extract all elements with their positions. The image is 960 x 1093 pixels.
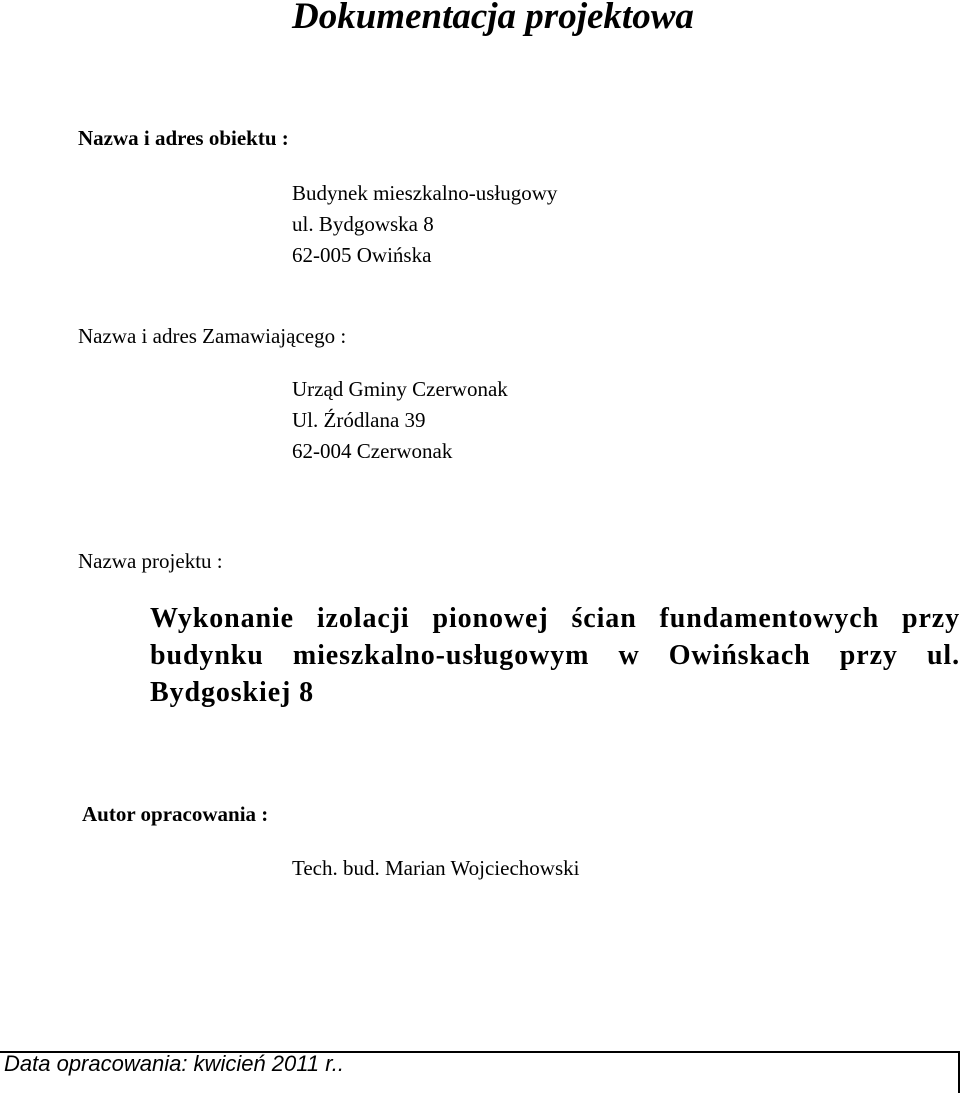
object-street-line: ul. Bydgowska 8	[292, 212, 434, 236]
client-street-line: Ul. Źródlana 39	[292, 408, 426, 432]
project-section-label: Nazwa projektu :	[78, 549, 223, 573]
object-name-line: Budynek mieszkalno-usługowy	[292, 181, 558, 205]
client-city-line: 62-004 Czerwonak	[292, 439, 453, 463]
client-section-label: Nazwa i adres Zamawiającego :	[78, 324, 347, 348]
document-title: Dokumentacja projektowa	[292, 0, 694, 37]
client-address	[292, 374, 508, 467]
author-section-label: Autor opracowania :	[82, 802, 269, 826]
author-name: Tech. bud. Marian Wojciechowski	[292, 856, 580, 880]
project-name-line: budynku mieszkalno-usługowym w Owińskach przy ul.	[150, 640, 960, 671]
object-address	[292, 178, 557, 271]
object-city-line: 62-005 Owińska	[292, 243, 432, 267]
object-section-label: Nazwa i adres obiektu :	[78, 126, 289, 150]
project-name-line: Bydgoskiej 8	[150, 677, 315, 708]
project-name	[150, 600, 960, 711]
project-name-line: Wykonanie izolacji pionowej ścian fundamentowych przy	[150, 603, 960, 634]
footer-date: Data opracowania: kwicień 2011 r..	[4, 1051, 344, 1076]
client-name-line: Urząd Gminy Czerwonak	[292, 377, 508, 401]
